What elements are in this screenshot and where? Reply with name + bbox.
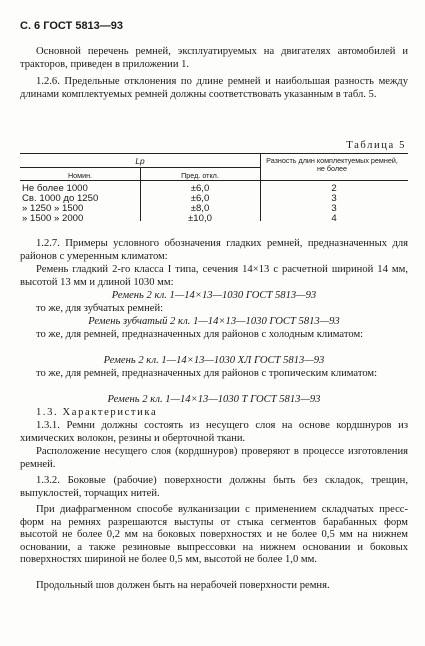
table-top-rule — [20, 153, 408, 154]
page-header: С. 6 ГОСТ 5813—93 — [20, 20, 124, 32]
table-group-header: Lр — [135, 156, 145, 166]
table-cell-difference: 2 — [331, 183, 337, 194]
example-1-designation: Ремень 2 кл. 1—14×13—1030 ГОСТ 5813—93 — [111, 290, 317, 301]
table-cell-tolerance: ±8,0 — [190, 203, 210, 214]
table-cell-nominal: » 1250 » 1500 — [22, 203, 84, 214]
table-cell-tolerance: ±6,0 — [190, 183, 210, 194]
example-2-designation: Ремень зубчатый 2 кл. 1—14×13—1030 ГОСТ 5813—93 — [88, 316, 340, 327]
example-4-text: то же, для ремней, предназначенных для районов с тропическим климатом: — [36, 368, 378, 379]
table-col-header-difference: Разность длин комплектуемых ремней, не более — [266, 156, 398, 173]
table-caption: Таблица 5 — [346, 140, 406, 151]
paragraph-1-3-1: 1.3.1. Ремни должны состоять из несущего слоя на основе кордшнуров из химических волокон, резины и оберточной ткани. — [20, 420, 408, 444]
table-header-rule — [20, 180, 408, 181]
table-cell-difference: 4 — [331, 213, 337, 224]
paragraph-1-2-7: 1.2.7. Примеры условного обозначения гладких ремней, предназначенных для районов с умеренным климатом: — [20, 238, 408, 262]
example-3-designation: Ремень 2 кл. 1—14×13—1030 ХЛ ГОСТ 5813—93 — [103, 355, 325, 366]
table-cell-tolerance: ±10,0 — [188, 213, 212, 224]
paragraph-1-3-2: 1.3.2. Боковые (рабочие) поверхности должны быть без складок, трещин, выпуклостей, торчащих нитей. — [20, 475, 408, 499]
section-1-3-heading: 1.3. Характеристика — [36, 407, 158, 418]
table-cell-nominal: » 1500 » 2000 — [22, 213, 84, 224]
paragraph-cord-layer: Расположение несущего слоя (кордшнуров) проверяют в процессе изготовления ремней. — [20, 446, 408, 470]
table-col-header-nominal: Номин. — [67, 171, 93, 180]
table-cell-nominal: Св. 1000 до 1250 — [22, 193, 99, 204]
paragraph-1-2-6: 1.2.6. Предельные отклонения по длине ремней и наибольшая разность между длинами комплектуемых ремней должны соответствовать указанным в табл. 5. — [20, 76, 408, 100]
example-3-text: то же, для ремней, предназначенных для районов с холодным климатом: — [36, 329, 364, 340]
paragraph-diaphragm-vulcanization: При диафрагменном способе вулканизации с применением складчатых пресс-форм на ремнях разрешаются выступы от стыка сегментов барабанных форм высотой не более 0,2 мм на боковых поверхностях и не более 0,5 мм на нижнем основании, а также резиновые выпрессовки на нижнем основании и боковых поверхностях шириной не более 0,5 мм, высотой не более 1,0 мм. — [20, 504, 408, 566]
example-1-text: Ремень гладкий 2-го класса I типа, сечения 14×13 с расчетной шириной 14 мм, высотой 13 мм и длиной 1030 мм: — [20, 264, 408, 288]
paragraph-longitudinal-seam: Продольный шов должен быть на нерабочей поверхности ремня. — [36, 580, 330, 591]
table-cell-difference: 3 — [331, 203, 337, 214]
table-col-header-tolerance: Пред. откл. — [181, 171, 219, 180]
example-2-text: то же, для зубчатых ремней: — [36, 303, 164, 314]
paragraph-belt-list: Основной перечень ремней, эксплуатируемых на двигателях автомобилей и тракторов, приведен в приложении 1. — [20, 46, 408, 70]
table-cell-difference: 3 — [331, 193, 337, 204]
table-cell-tolerance: ±6,0 — [190, 193, 210, 204]
example-4-designation: Ремень 2 кл. 1—14×13—1030 Т ГОСТ 5813—93 — [107, 394, 321, 405]
table-cell-nominal: Не более 1000 — [22, 183, 88, 194]
